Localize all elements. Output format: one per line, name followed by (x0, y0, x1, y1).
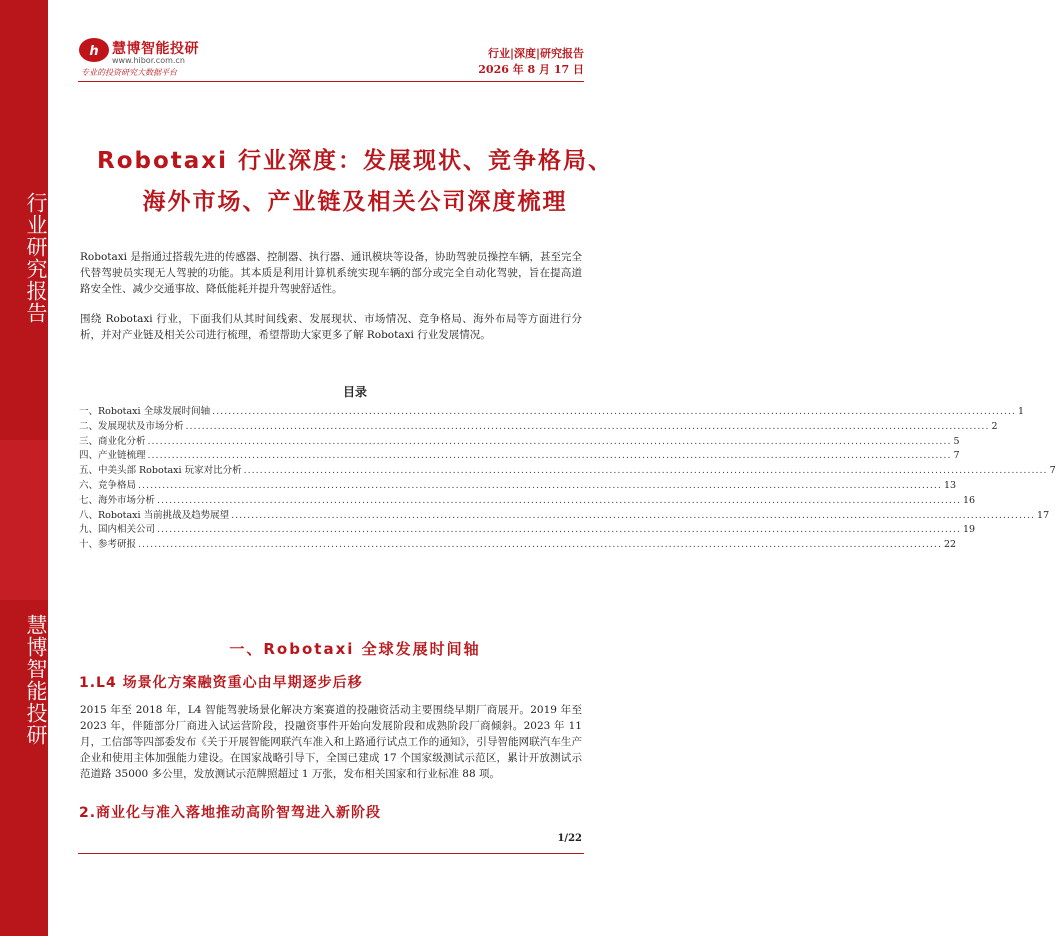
intro-paragraph-1: Robotaxi 是指通过搭载先进的传感器、控制器、执行器、通讯模块等设备，协助驾驶员操控车辆，甚至完全代替驾驶员实现无人驾驶的功能。其本质是利用计算机系统实现车辆的部分或完全自动化驾驶，旨在提高道路安全性、减少交通事故、降低能耗并提升驾驶舒适性。 (80, 251, 582, 295)
toc-item-page: 1 (1018, 406, 1025, 417)
logo-url: www.hibor.com.cn (112, 56, 185, 65)
toc-leader: ........................................................................................................................................................................................................ (157, 494, 961, 506)
toc-item-page: 5 (953, 435, 960, 447)
sidebar-band (0, 440, 48, 600)
toc-item-label: 三、商业化分析 (79, 435, 146, 447)
report-title-line2: 海外市场、产业链及相关公司深度梳理 (142, 189, 568, 215)
footer-divider (78, 853, 584, 854)
section-body: 2015 年至 2018 年，L4 智能驾驶场景化解决方案赛道的投融资活动主要围绕早期厂商展开。2019 年至 2023 年，伴随部分厂商进入试运营阶段，投融资事件开始向发展阶段和成熟阶段厂商倾斜。2023 年 11 月，工信部等四部委发布《关于开展智能网联汽车准入和上路通行试点工作的通知》，引导智能网联汽车生产企业和使用主体加强能力建设。在国家战略引导下，全国已建成 17 个国家级测试示范区，累计开放测试示范道路 35000 多公里，发放测试示范牌照超过 1 万张，发布相关国家和行业标准 88 项。 (80, 704, 582, 780)
toc-item-label: 八、Robotaxi 当前挑战及趋势展望 (79, 509, 230, 521)
subsection-heading-2: 2.商业化与准入落地推动高阶智驾进入新阶段 (79, 805, 382, 821)
toc-item-page: 17 (1037, 509, 1050, 521)
logo-name: 慧博智能投研 (112, 41, 199, 57)
toc-leader: ........................................................................................................................................................................................................ (243, 465, 1048, 477)
toc-item-page: 13 (943, 479, 957, 491)
toc-leader: ........................................................................................................................................................................................................ (138, 479, 942, 491)
toc-item[interactable] (79, 509, 1050, 524)
toc-leader: ........................................................................................................................................................................................................ (212, 406, 1017, 417)
toc-item[interactable] (79, 435, 960, 450)
page-number: 1/22 (557, 833, 582, 844)
section-heading: 一、Robotaxi 全球发展时间轴 (229, 640, 481, 658)
toc-leader: ........................................................................................................................................................................................................ (231, 509, 1036, 521)
toc-item-page: 16 (962, 494, 976, 506)
table-of-contents (79, 405, 1056, 553)
toc-leader: ........................................................................................................................................................................................................ (138, 539, 942, 551)
report-date: 2026 年 8 月 17 日 (478, 63, 584, 76)
toc-item-page: 7 (953, 450, 960, 462)
toc-item-label: 六、竞争格局 (79, 479, 137, 491)
toc-item-label: 十、参考研报 (79, 539, 137, 551)
report-title-line1: Robotaxi 行业深度：发展现状、竞争格局、 (96, 148, 614, 174)
toc-item-label: 七、海外市场分析 (79, 494, 156, 506)
toc-item[interactable] (79, 405, 1025, 420)
toc-title: 目录 (342, 385, 367, 399)
toc-item-page: 22 (943, 539, 957, 551)
toc-leader: ........................................................................................................................................................................................................ (147, 435, 952, 447)
toc-item-label: 二、发展现状及市场分析 (79, 420, 184, 432)
toc-item-label: 五、中美头部 Robotaxi 玩家对比分析 (79, 465, 242, 477)
toc-item-label: 九、国内相关公司 (79, 524, 156, 536)
toc-item[interactable] (79, 464, 1056, 479)
toc-leader: ........................................................................................................................................................................................................ (157, 524, 961, 536)
sidebar (0, 0, 48, 936)
toc-item[interactable] (79, 523, 976, 538)
toc-leader: ........................................................................................................................................................................................................ (185, 420, 990, 432)
sidebar-top-text: 行业研究报告 (24, 192, 48, 324)
toc-item[interactable] (79, 449, 960, 464)
toc-item-page: 7 (1049, 465, 1056, 477)
toc-item-label: 四、产业链梳理 (79, 450, 146, 462)
toc-item-page: 19 (962, 524, 976, 536)
toc-item[interactable] (79, 420, 998, 435)
toc-item[interactable] (79, 538, 957, 553)
toc-item[interactable] (79, 479, 957, 494)
toc-item-page: 2 (991, 420, 998, 432)
subsection-heading-1: 1.L4 场景化方案融资重心由早期逐步后移 (79, 675, 363, 691)
intro-paragraph-2: 围绕 Robotaxi 行业，下面我们从其时间线索、发展现状、市场情况、竞争格局、海外布局等方面进行分析，并对产业链及相关公司进行梳理，希望帮助大家更多了解 Robotaxi 行业发展情况。 (80, 313, 582, 341)
header-meta (478, 46, 584, 78)
header-divider (78, 81, 584, 82)
toc-item[interactable] (79, 494, 976, 509)
sidebar-bottom-text: 慧博智能投研 (24, 614, 48, 746)
svg-text:h: h (89, 44, 99, 59)
report-category: 行业|深度|研究报告 (487, 47, 584, 60)
logo-mark-icon (78, 37, 110, 63)
toc-leader: ........................................................................................................................................................................................................ (147, 450, 952, 462)
toc-item-label: 一、Robotaxi 全球发展时间轴 (79, 406, 211, 417)
logo-slogan: 专业的投资研究大数据平台 (81, 68, 177, 77)
